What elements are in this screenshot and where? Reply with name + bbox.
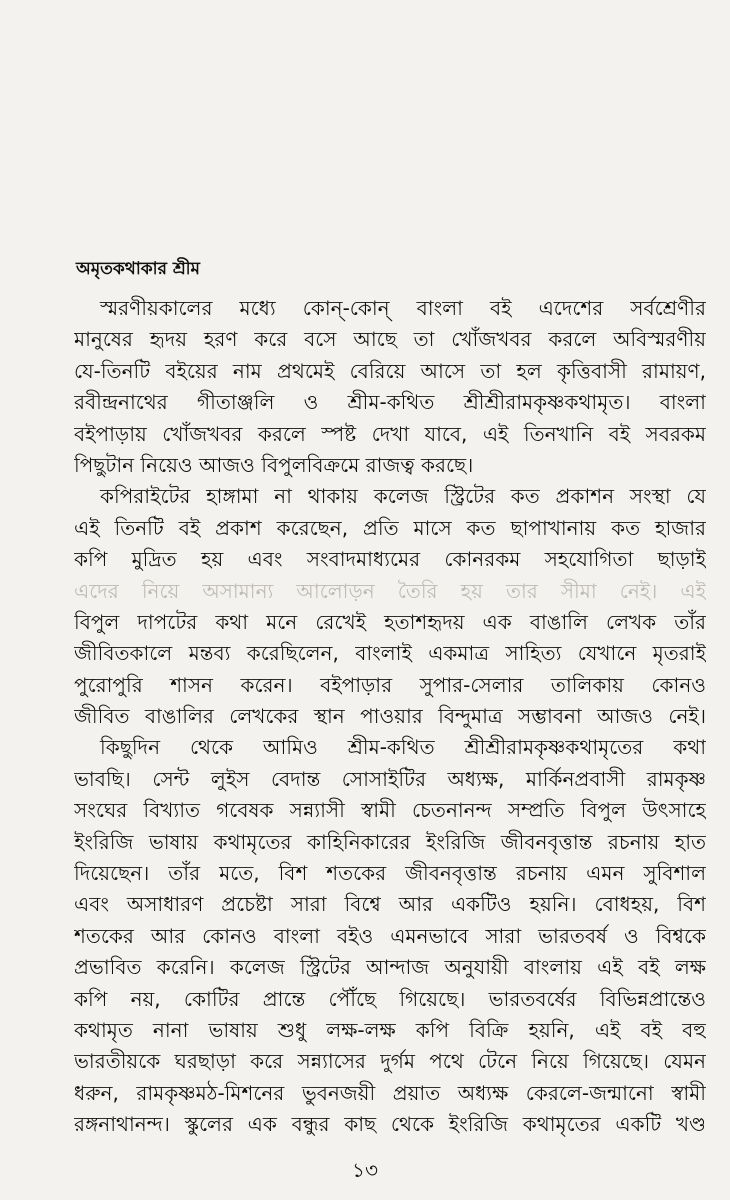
text-line: বইপাড়ায় খোঁজখবর করলে স্পষ্ট দেখা যাবে, এই তিনখানি বই সবরকম xyxy=(74,421,706,446)
text-line: এই তিনটি বই প্রকাশ করেছেন, প্রতি মাসে কত ছাপাখানায় কত হাজার xyxy=(74,515,706,540)
text-line: যে-তিনটি বইয়ের নাম প্রথমেই বেরিয়ে আসে তা হল কৃত্তিবাসী রামায়ণ, xyxy=(74,358,706,383)
text-line: কিছুদিন থেকে আমিও শ্রীম-কথিত শ্রীশ্রীরামকৃষ্ণকথামৃতের কথা xyxy=(100,735,706,760)
text-line: ভাবছি। সেন্ট লুইস বেদান্ত সোসাইটির অধ্যক্ষ, মার্কিনপ্রবাসী রামকৃষ্ণ xyxy=(74,766,706,791)
text-line: কপিরাইটের হাঙ্গামা না থাকায় কলেজ স্ট্রিটের কত প্রকাশন সংস্থা যে xyxy=(100,484,706,509)
text-line: শতকের আর কোনও বাংলা বইও এমনভাবে সারা ভারতবর্ষ ও বিশ্বকে xyxy=(74,923,706,948)
running-head: অমৃতকথাকার শ্রীম xyxy=(76,259,200,279)
text-line: স্মরণীয়কালের মধ্যে কোন্-কোন্ বাংলা বই এদেশের সর্বশ্রেণীর xyxy=(100,296,706,320)
text-line: মানুষের হৃদয় হরণ করে বসে আছে তা খোঁজখবর করলে অবিস্মরণীয় xyxy=(74,327,706,352)
text-line: রবীন্দ্রনাথের গীতাঞ্জলি ও শ্রীম-কথিত শ্রীশ্রীরামকৃষ্ণকথামৃত। বাংলা xyxy=(74,390,706,415)
text-line: এবং অসাধারণ প্রচেষ্টা সারা বিশ্বে আর একটিও হয়নি। বোধহয়, বিশ xyxy=(74,892,706,917)
text-line: কপি নয়, কোটির প্রান্তে পৌঁছে গিয়েছে। ভারতবর্ষের বিভিন্নপ্রান্তেও xyxy=(74,986,706,1011)
text-line: জীবিতকালে মন্তব্য করেছিলেন, বাংলাই একমাত্র সাহিত্য যেখানে মৃতরাই xyxy=(74,641,706,666)
text-line: প্রভাবিত করেনি। কলেজ স্ট্রিটের আন্দাজ অনুযায়ী বাংলায় এই বই লক্ষ xyxy=(74,955,706,980)
text-line: দিয়েছেন। তাঁর মতে, বিশ শতকের জীবনবৃত্তান্ত রচনায় এমন সুবিশাল xyxy=(74,861,706,886)
text-line: পিছুটান নিয়েও আজও বিপুলবিক্রমে রাজত্ব করছে। xyxy=(74,452,474,477)
text-line: ধরুন, রামকৃষ্ণমঠ-মিশনের ভুবনজয়ী প্রয়াত অধ্যক্ষ কেরলে-জন্মানো স্বামী xyxy=(74,1080,706,1105)
body-text xyxy=(74,293,706,1141)
text-line: রঙ্গনাথানন্দ। স্কুলের এক বন্ধুর কাছ থেকে ইংরিজি কথামৃতের একটি খণ্ড xyxy=(74,1112,706,1137)
text-line: কথামৃত নানা ভাষায় শুধু লক্ষ-লক্ষ কপি বিক্রি হয়নি, এই বই বহু xyxy=(74,1017,706,1042)
text-line: কপি মুদ্রিত হয় এবং সংবাদমাধ্যমের কোনরকম সহযোগিতা ছাড়াই xyxy=(74,547,706,572)
text-line: বিপুল দাপটের কথা মনে রেখেই হতাশহৃদয় এক বাঙালি লেখক তাঁর xyxy=(74,609,706,634)
text-line: ভারতীয়কে ঘরছাড়া করে সন্ন্যাসের দুর্গম পথে টেনে নিয়ে গিয়েছে। যেমন xyxy=(74,1049,706,1074)
page-number: ১৩ xyxy=(352,1158,378,1182)
text-line: জীবিত বাঙালির লেখকের স্থান পাওয়ার বিন্দুমাত্র সম্ভাবনা আজও নেই। xyxy=(74,704,706,729)
text-line: ইংরিজি ভাষায় কথামৃতের কাহিনিকারের ইংরিজি জীবনবৃত্তান্ত রচনায় হাত xyxy=(74,829,706,854)
text-line: এদের নিয়ে অসামান্য আলোড়ন তৈরি হয় তার সীমা নেই। এই xyxy=(74,578,706,603)
text-line: পুরোপুরি শাসন করেন। বইপাড়ার সুপার-সেলার তালিকায় কোনও xyxy=(74,672,706,697)
text-line: সংঘের বিখ্যাত গবেষক সন্ন্যাসী স্বামী চেতনানন্দ সম্প্রতি বিপুল উৎসাহে xyxy=(74,798,706,823)
